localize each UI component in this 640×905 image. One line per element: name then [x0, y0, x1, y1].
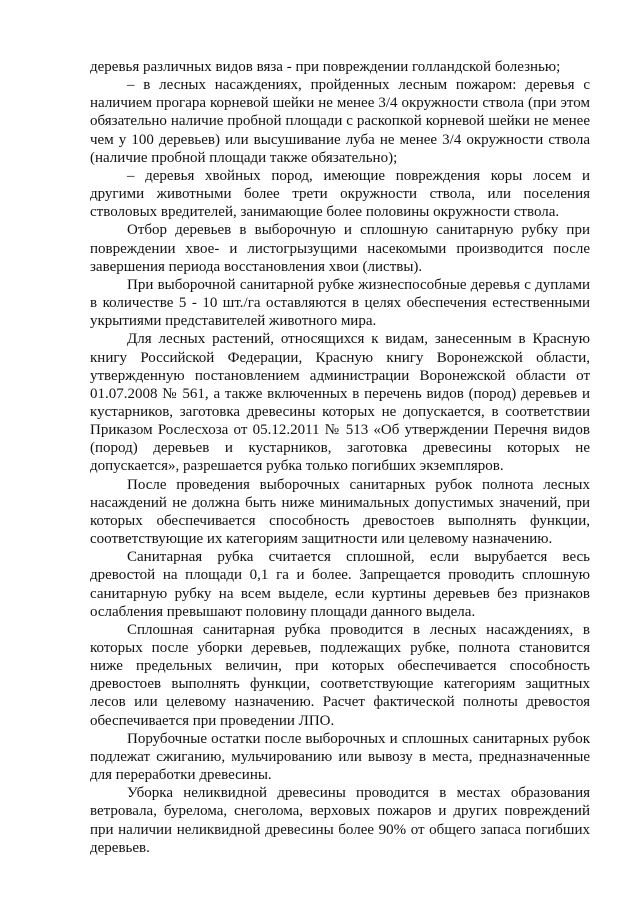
- paragraph: Отбор деревьев в выборочную и сплошную санитарную рубку при повреждении хвое- и листогрызущими насекомыми производится после завершения периода восстановления хвои (листвы).: [90, 222, 590, 275]
- paragraph: – деревья хвойных пород, имеющие повреждения коры лосем и другими животными более трети окружности ствола, или поселения стволовых вредителей, занимающие более половины окружности ствола.: [90, 167, 590, 221]
- paragraph: Для лесных растений, относящихся к видам, занесенным в Красную книгу Российской Федерации, Красную книгу Воронежской области, утвержденную постановлением администрации Воронежской области от 01.07.2008 № 561, а также включенных в перечень видов (пород) деревьев и кустарников, заготовка древесины которых не допускается, в соответствии Приказом Рослесхоза от 05.12.2011 № 513 «Об утверждении Перечня видов (пород) деревьев и кустарников, заготовка древесины которых не допускается», разрешается рубка только погибших экземпляров.: [90, 331, 590, 475]
- paragraph: Санитарная рубка считается сплошной, если вырубается весь древостой на площади 0,1 га и более. Запрещается проводить сплошную санитарную рубку на всем выделе, если куртины деревьев без признаков ослабления превышают половину площади данного выдела.: [90, 549, 590, 620]
- paragraph: Уборка неликвидной древесины проводится в местах образования ветровала, бурелома, снеголома, верховых пожаров и других повреждений при наличии неликвидной древесины более 90% от общего запаса погибших деревьев.: [90, 785, 590, 856]
- paragraph: После проведения выборочных санитарных рубок полнота лесных насаждений не должна быть ниже минимальных допустимых значений, при которых обеспечивается способность древостоев выполнять функции, соответствующие их категориям защитности или целевому назначению.: [90, 476, 590, 548]
- paragraph: Сплошная санитарная рубка проводится в лесных насаждениях, в которых после уборки деревьев, подлежащих рубке, полнота становится ниже предельных величин, при которых обеспечивается способность древостоев выполнять функции, соответствующие категориям защитных лесов или целевому назначению. Расчет фактической полноты древостоя обеспечивается при проведении ЛПО.: [90, 621, 590, 729]
- paragraph: – в лесных насаждениях, пройденных лесным пожаром: деревья с наличием прогара корневой шейки не менее 3/4 окружности ствола (при этом обязательно наличие пробной площади с раскопкой корневой шейки не менее чем у 100 деревьев) или высушивание луба не менее 3/4 окружности ствола (наличие пробной площади также обязательно);: [90, 77, 590, 166]
- paragraph: Порубочные остатки после выборочных и сплошных санитарных рубок подлежат сжиганию, мульчированию или вывозу в места, предназначенные для переработки древесины.: [90, 730, 590, 784]
- paragraph: деревья различных видов вяза - при повреждении голландской болезнью;: [90, 59, 561, 75]
- paragraph: При выборочной санитарной рубке жизнеспособные деревья с дуплами в количестве 5 - 10 шт./га оставляются в целях обеспечения естественными укрытиями представителей животного мира.: [90, 276, 590, 330]
- document-page: [90, 58, 590, 857]
